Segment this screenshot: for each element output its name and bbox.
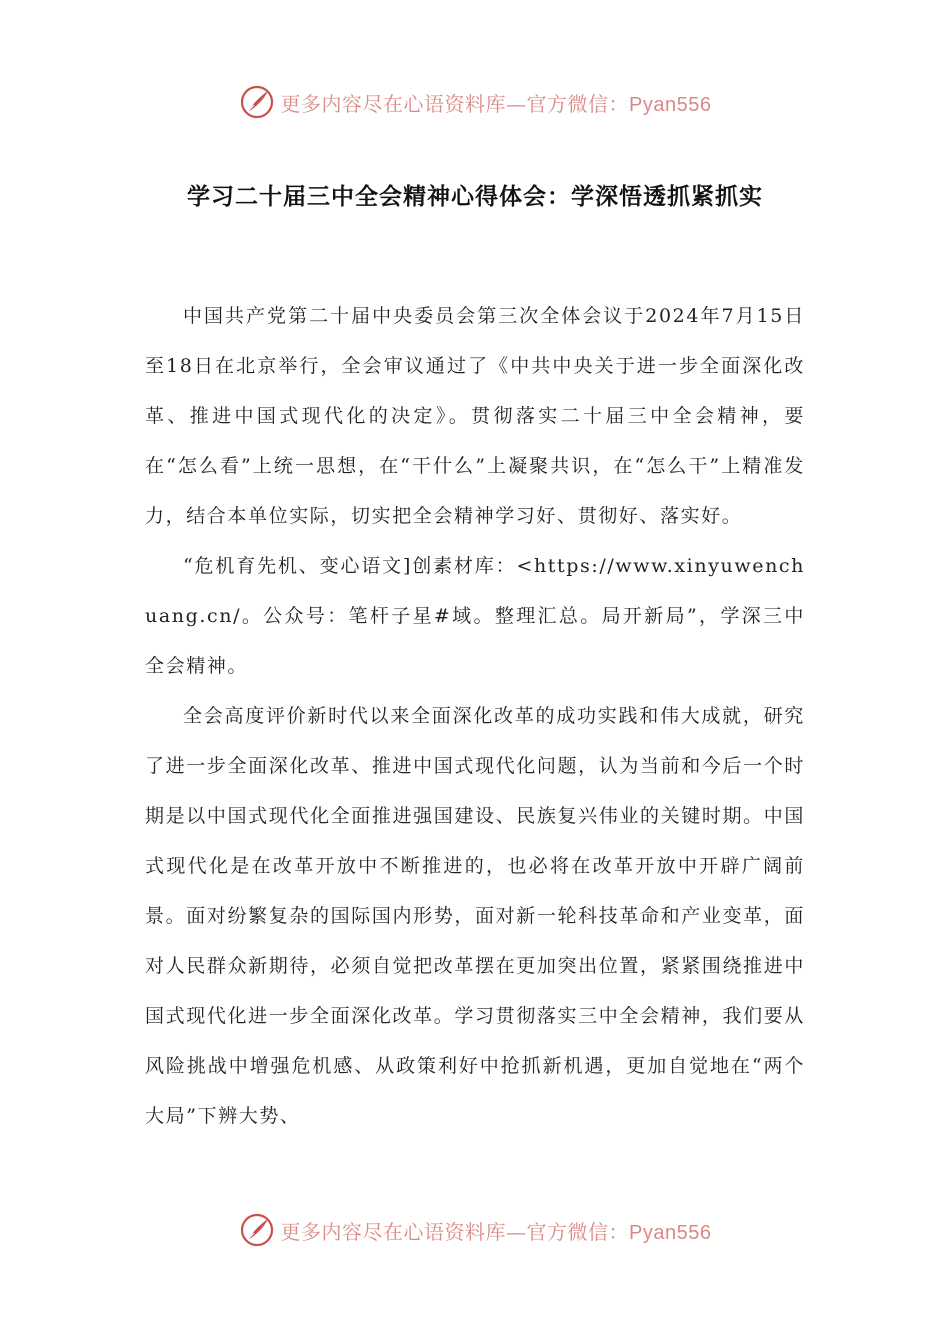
header-watermark-banner [0, 82, 950, 122]
quill-pen-icon [239, 84, 275, 120]
quill-pen-icon [239, 1212, 275, 1248]
paragraph: 中国共产党第二十届中央委员会第三次全体会议于2024年7月15日至18日在北京举行，全会审议通过了《中共中央关于进一步全面深化改革、推进中国式现代化的决定》。贯彻落实二十届三中全会精神，要在“怎么看”上统一思想，在“干什么”上凝聚共识，在“怎么干”上精准发力，结合本单位实际，切实把全会精神学习好、贯彻好、落实好。 [145, 305, 805, 527]
watermark-text: 更多内容尽在心语资料库—官方微信：Pyan556 [280, 1219, 712, 1244]
paragraph: 全会高度评价新时代以来全面深化改革的成功实践和伟大成就，研究了进一步全面深化改革、推进中国式现代化问题，认为当前和今后一个时期是以中国式现代化全面推进强国建设、民族复兴伟业的关键时期。中国式现代化是在改革开放中不断推进的，也必将在改革开放中开辟广阔前景。面对纷繁复杂的国际国内形势，面对新一轮科技革命和产业变革，面对人民群众新期待，必须自觉把改革摆在更加突出位置，紧紧围绕推进中国式现代化进一步全面深化改革。学习贯彻落实三中全会精神，我们要从风险挑战中增强危机感、从政策利好中抢抓新机遇，更加自觉地在“两个大局”下辨大势、 [145, 705, 805, 1127]
document-title: 学习二十届三中全会精神心得体会：学深悟透抓紧抓实 [187, 184, 763, 210]
watermark-text: 更多内容尽在心语资料库—官方微信：Pyan556 [280, 91, 712, 116]
wechat-id: Pyan556 [629, 1221, 712, 1244]
paragraph: “危机育先机、变心语文]创素材库：<https://www.xinyuwenchuang.cn/。公众号：笔杆子星#域。整理汇总。局开新局”，学深三中全会精神。 [145, 555, 805, 677]
footer-watermark-banner [0, 1210, 950, 1250]
document-body [145, 291, 805, 1141]
wechat-id: Pyan556 [629, 93, 712, 116]
